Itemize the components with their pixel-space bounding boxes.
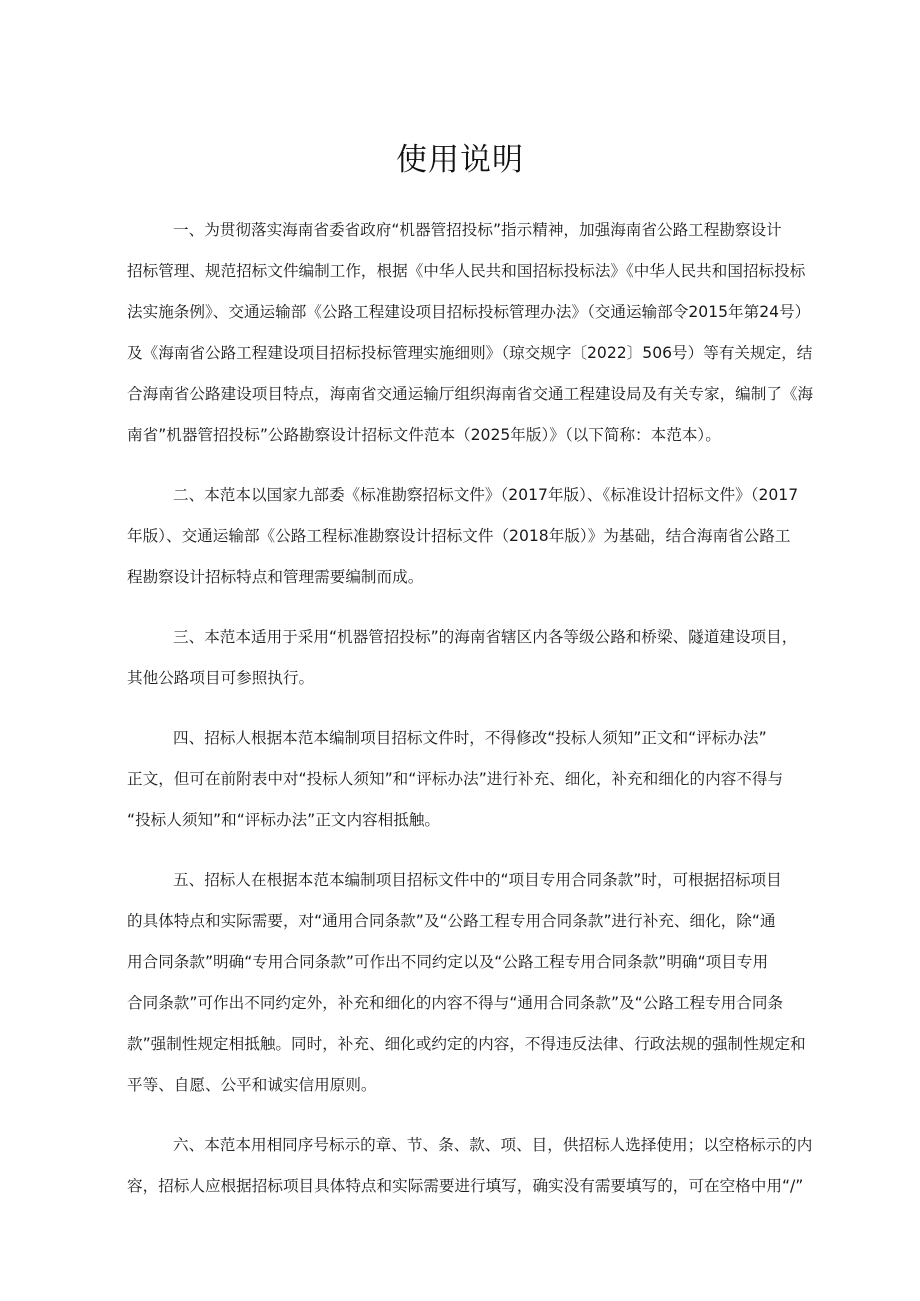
paragraph-line: 六、本范本用相同序号标示的章、节、条、款、项、目，供招标人选择使用；以空格标示的内 (173, 1136, 813, 1154)
paragraph-2 (127, 475, 807, 598)
paragraph-line: 程勘察设计招标特点和管理需要编制而成。 (127, 568, 424, 586)
paragraph-line: 款”强制性规定相抵触。同时，补充、细化或约定的内容，不得违反法律、行政法规的强制性规定和 (127, 1035, 806, 1053)
paragraph-line: 合同条款”可作出不同约定外，补充和细化的内容不得与“通用合同条款”及“公路工程专用合同条 (127, 994, 784, 1012)
paragraph-line: 及《海南省公路工程建设项目招标投标管理实施细则》（琼交规字〔2022〕506号）等有关规定，结 (127, 344, 813, 362)
paragraph-line: 正文，但可在前附表中对“投标人须知”和“评标办法”进行补充、细化，补充和细化的内容不得与 (127, 770, 784, 788)
paragraph-line: 法实施条例》、交通运输部《公路工程建设项目招标投标管理办法》（交通运输部令2015年第24号） (127, 303, 811, 321)
paragraph-1 (127, 210, 814, 456)
paragraph-line: 年版）、交通运输部《公路工程标准勘察设计招标文件（2018年版）》为基础，结合海南省公路工 (127, 527, 791, 545)
paragraph-4 (127, 718, 807, 841)
page-title: 使用说明 (396, 142, 524, 178)
document-body (127, 210, 814, 1226)
paragraph-line: 其他公路项目可参照执行。 (127, 669, 315, 687)
paragraph-line: 五、招标人在根据本范本编制项目招标文件中的“项目专用合同条款”时，可根据招标项目 (173, 871, 782, 889)
paragraph-line: 招标管理、规范招标文件编制工作，根据《中华人民共和国招标投标法》《中华人民共和国招标投标 (127, 262, 806, 280)
paragraph-line: 容，招标人应根据招标项目具体特点和实际需要进行填写，确实没有需要填写的，可在空格中用“/” (127, 1177, 804, 1195)
paragraph-line: “投标人须知”和“评标办法”正文内容相抵触。 (127, 811, 441, 829)
paragraph-line: 平等、自愿、公平和诚实信用原则。 (127, 1076, 377, 1094)
paragraph-line: 二、本范本以国家九部委《标准勘察招标文件》（2017年版）、《标准设计招标文件》（2017 (173, 486, 799, 504)
paragraph-line: 用合同条款”明确“专用合同条款”可作出不同约定以及“公路工程专用合同条款”明确“项目专用 (127, 953, 769, 971)
paragraph-line: 合海南省公路建设项目特点，海南省交通运输厅组织海南省交通工程建设局及有关专家，编制了《海 (127, 385, 814, 403)
paragraph-6 (127, 1125, 813, 1207)
paragraph-line: 四、招标人根据本范本编制项目招标文件时，不得修改“投标人须知”正文和“评标办法” (173, 729, 767, 747)
paragraph-line: 三、本范本适用于采用“机器管招投标”的海南省辖区内各等级公路和桥梁、隧道建设项目， (173, 628, 798, 646)
paragraph-line: 的具体特点和实际需要，对“通用合同条款”及“公路工程专用合同条款”进行补充、细化，除“通 (127, 912, 776, 930)
paragraph-3 (127, 617, 807, 699)
paragraph-line: 一、为贯彻落实海南省委省政府“机器管招投标”指示精神，加强海南省公路工程勘察设计 (173, 221, 782, 239)
paragraph-5 (127, 860, 807, 1106)
paragraph-line: 南省”机器管招投标”公路勘察设计招标文件范本（2025年版）》（以下简称：本范本）。 (127, 426, 721, 444)
